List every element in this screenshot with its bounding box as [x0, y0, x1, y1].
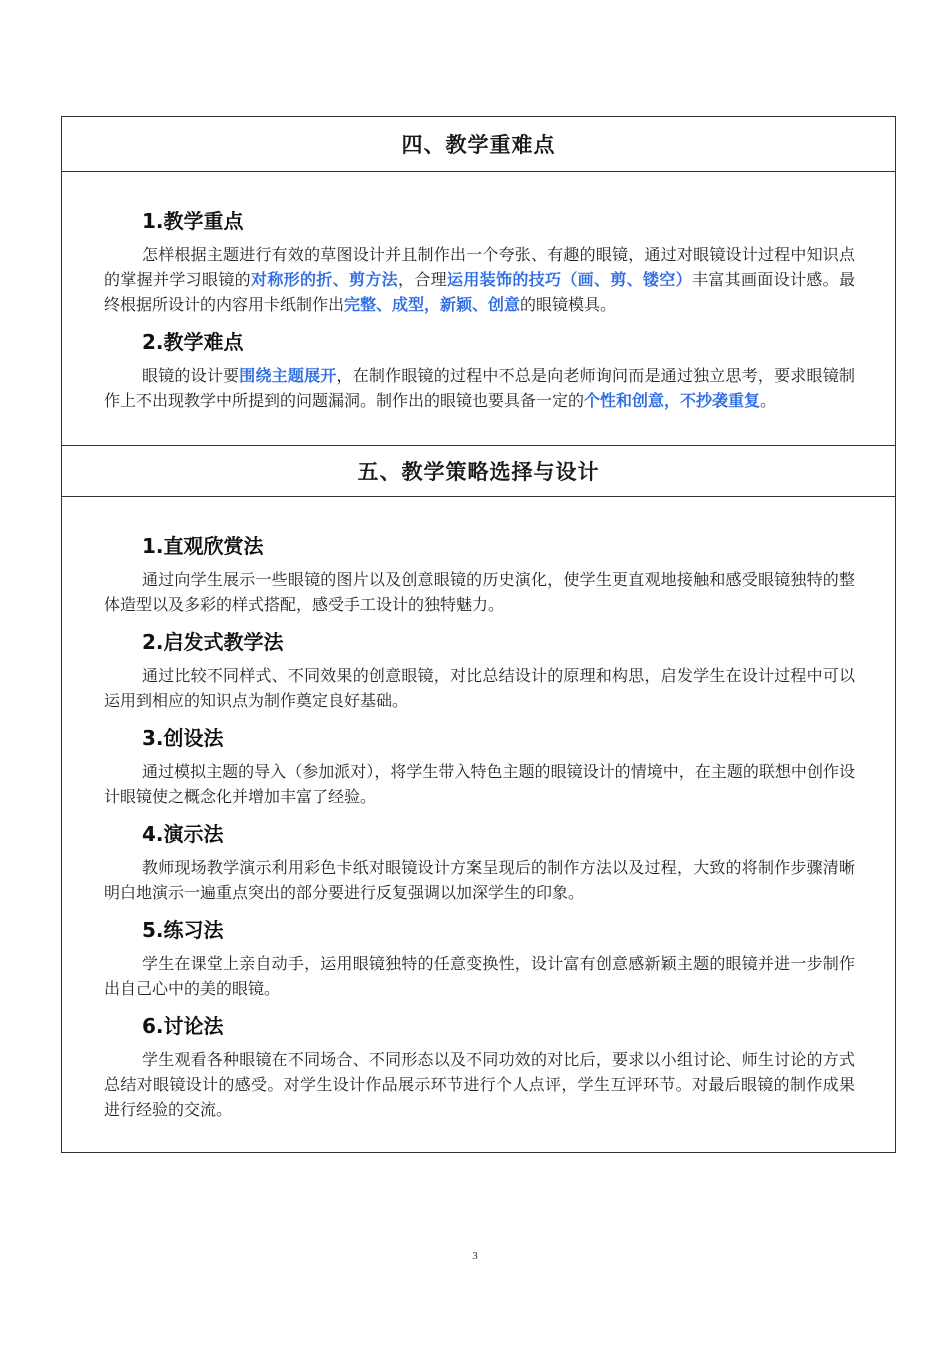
section-5-body: [62, 497, 895, 1152]
method-paragraph: 学生观看各种眼镜在不同场合、不同形态以及不同功效的对比后，要求以小组讨论、师生讨论的方式总结对眼镜设计的感受。对学生设计作品展示环节进行个人点评，学生互评环节。对最后眼镜的制作成果进行经验的交流。: [104, 1050, 855, 1119]
method-heading: 3.创设法: [142, 726, 224, 750]
highlighted-text: 运用装饰的技巧（画、剪、镂空）: [447, 270, 692, 289]
method-paragraph: 教师现场教学演示利用彩色卡纸对眼镜设计方案呈现后的制作方法以及过程，大致的将制作步骤清晰明白地演示一遍重点突出的部分要进行反复强调以加深学生的印象。: [104, 858, 855, 902]
section-4-title: 四、教学重难点: [62, 117, 895, 172]
method-paragraph: 通过向学生展示一些眼镜的图片以及创意眼镜的历史演化，使学生更直观地接触和感受眼镜独特的整体造型以及多彩的样式搭配，感受手工设计的独特魅力。: [104, 570, 855, 614]
key-points-heading: 1.教学重点: [142, 209, 244, 233]
section-4-body: [62, 172, 895, 445]
highlighted-text: 围绕主题展开: [239, 366, 337, 385]
key-points-paragraph: [104, 242, 855, 317]
method-paragraph: 通过比较不同样式、不同效果的创意眼镜，对比总结设计的原理和构思，启发学生在设计过程中可以运用到相应的知识点为制作奠定良好基础。: [104, 666, 855, 710]
method-heading: 2.启发式教学法: [142, 630, 284, 654]
highlighted-text: 完整、成型，新颖、创意: [344, 295, 521, 314]
method-heading: 5.练习法: [142, 918, 224, 942]
text-segment: 。: [760, 391, 777, 410]
text-segment: ，合理: [398, 270, 447, 289]
method-heading: 1.直观欣赏法: [142, 534, 264, 558]
text-segment: 的眼镜模具。: [520, 295, 617, 314]
highlighted-text: 个性和创意，不抄袭重复: [584, 391, 761, 410]
difficult-points-paragraph: [104, 363, 855, 413]
method-heading: 4.演示法: [142, 822, 224, 846]
method-heading: 6.讨论法: [142, 1014, 224, 1038]
lesson-plan-table: [61, 116, 896, 1153]
method-paragraph: 通过模拟主题的导入（参加派对），将学生带入特色主题的眼镜设计的情境中，在主题的联想中创作设计眼镜使之概念化并增加丰富了经验。: [104, 762, 855, 806]
section-5-title: 五、教学策略选择与设计: [62, 445, 895, 497]
page-number: 3: [472, 1250, 478, 1262]
text-segment: 怎样根据主题进行有效的草图设计并且制作出一个夸张、有趣的眼镜，通过对眼镜设计过程中知识点的掌握并学习眼镜的: [104, 245, 855, 289]
text-segment: 眼镜的设计要: [142, 366, 240, 385]
highlighted-text: 对称形的折、剪方法: [251, 270, 398, 289]
difficult-points-heading: 2.教学难点: [142, 330, 244, 354]
text-segment: ，在制作眼镜的过程中不总是向老师询问而是通过独立思考，要求眼镜制作上不出现教学中所提到的问题漏洞。制作出的眼镜也要具备一定的: [104, 366, 855, 410]
text-segment: 丰富其画面设计感。最终根据所设计的内容用卡纸制作出: [104, 270, 855, 314]
method-paragraph: 学生在课堂上亲自动手，运用眼镜独特的任意变换性，设计富有创意感新颖主题的眼镜并进一步制作出自己心中的美的眼镜。: [104, 954, 855, 998]
